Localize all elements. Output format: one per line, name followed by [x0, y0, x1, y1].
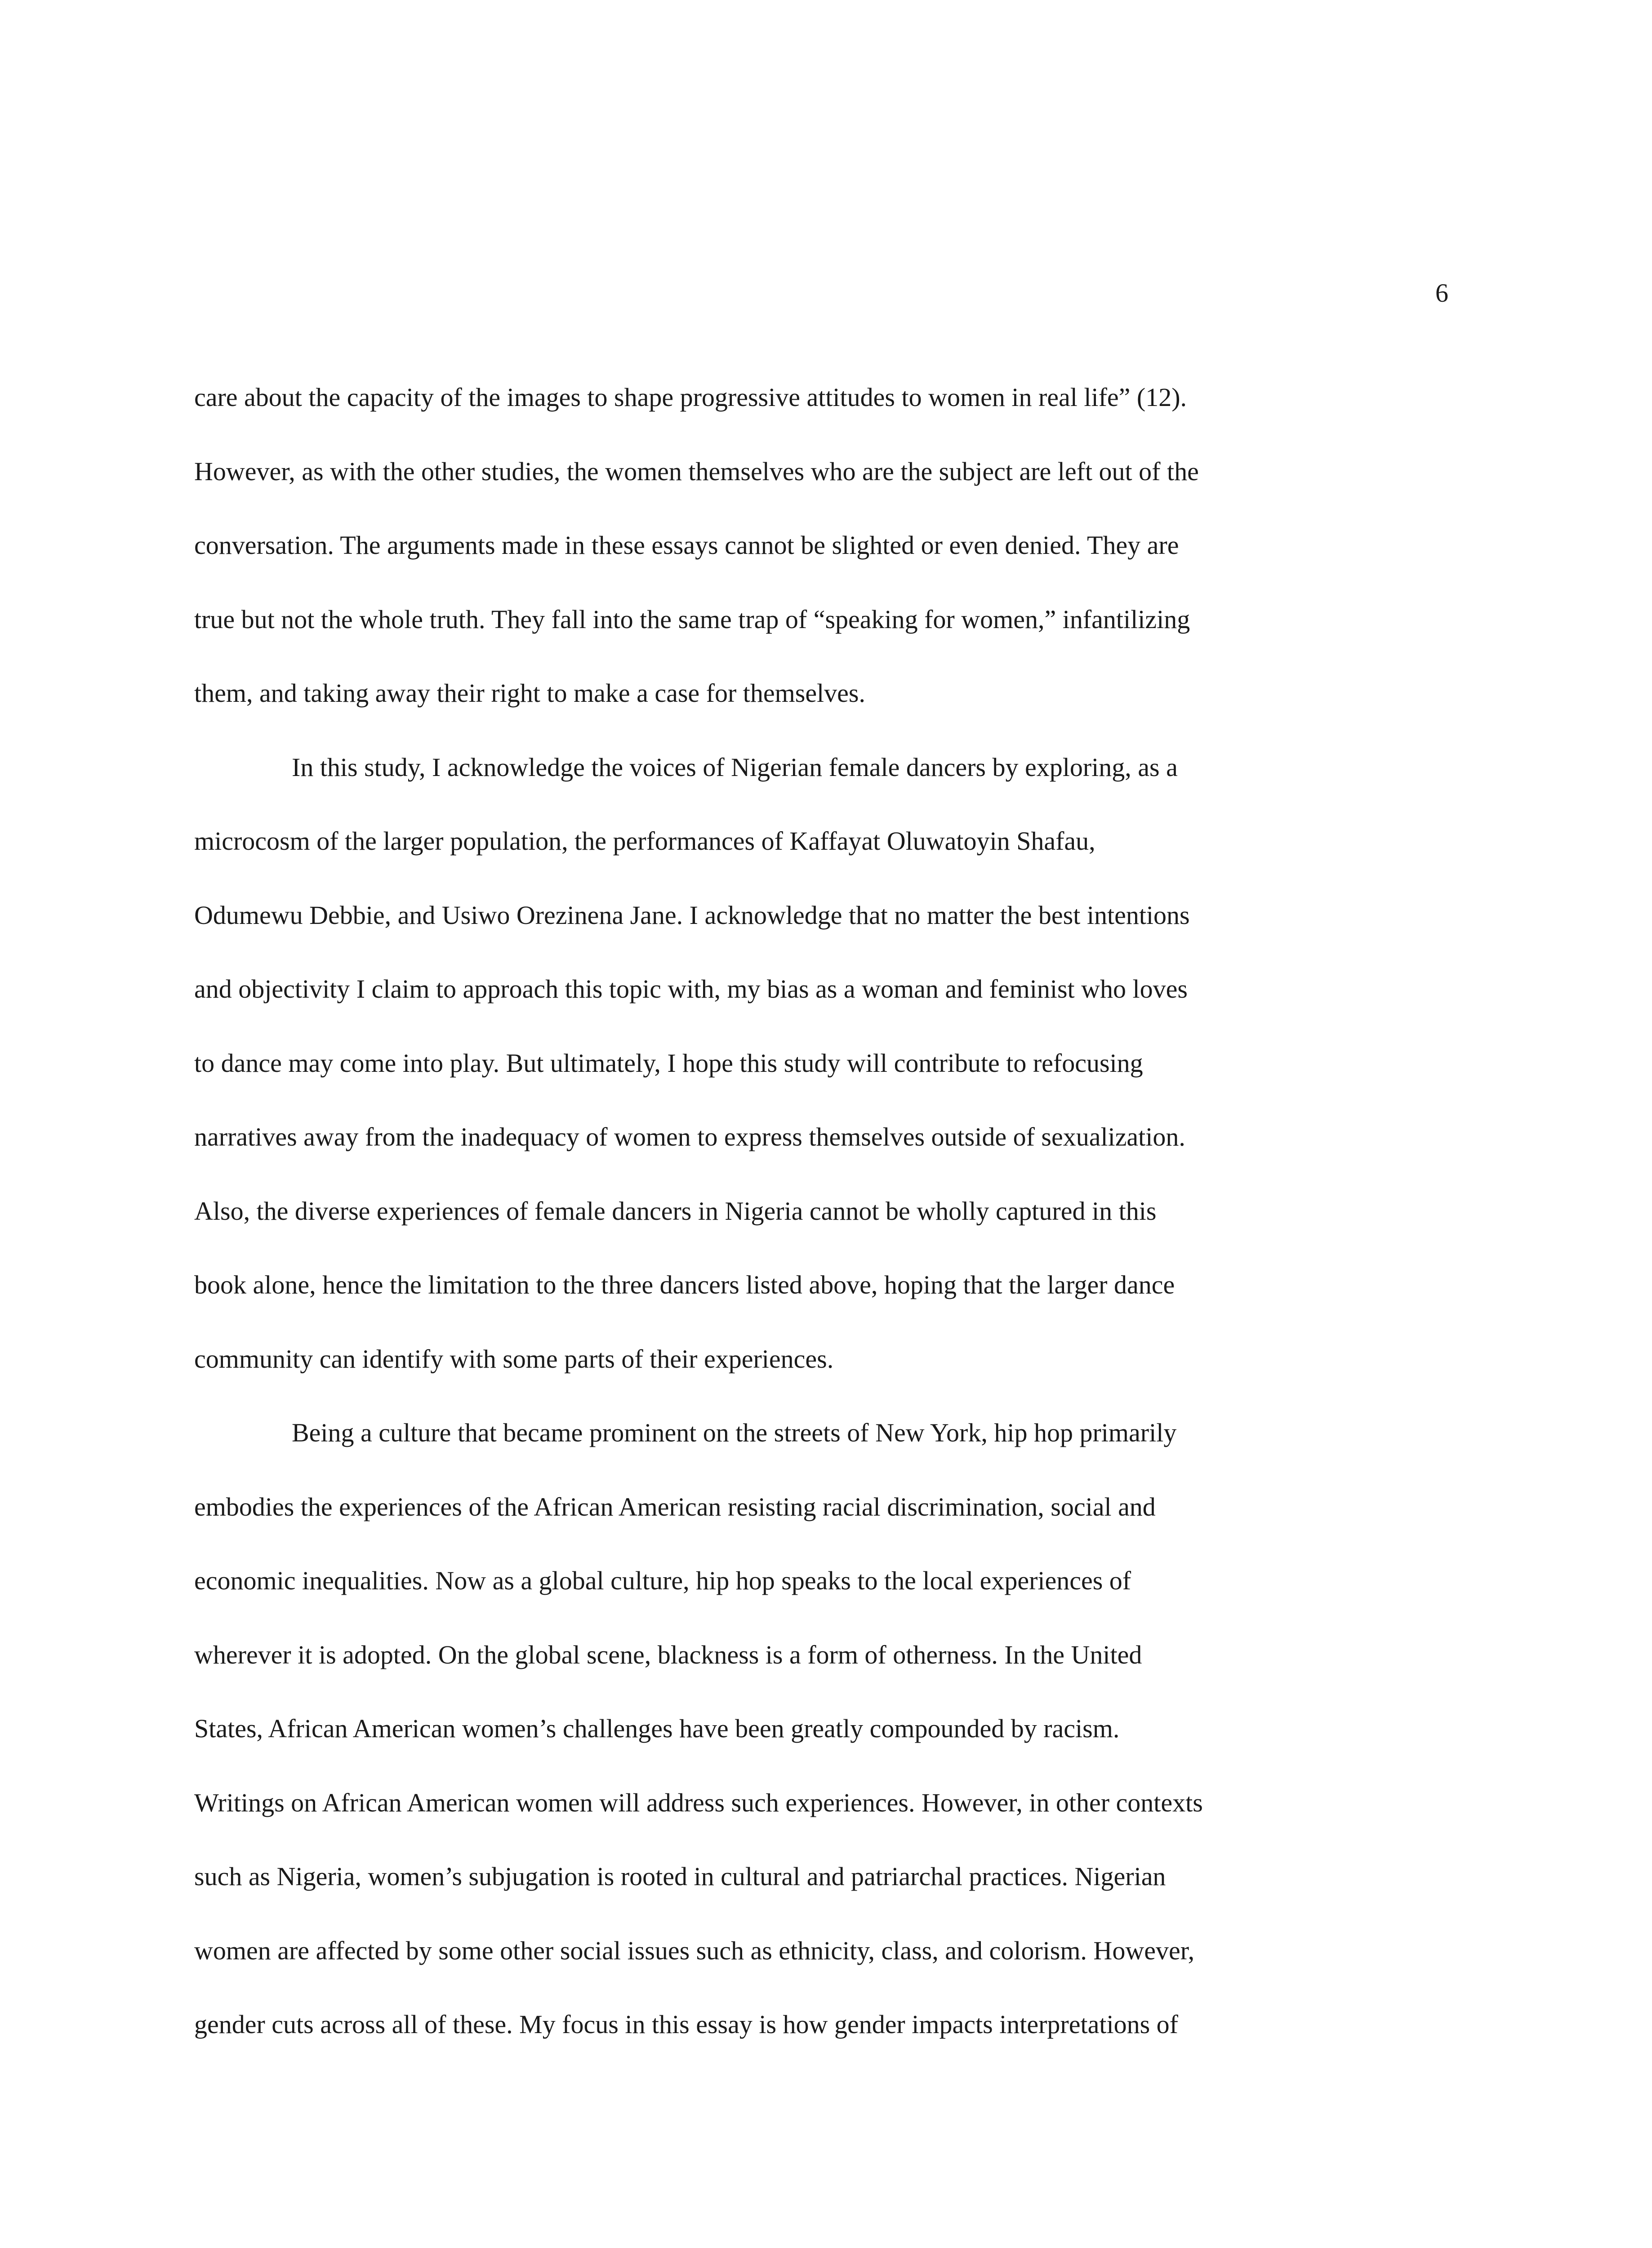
text-line: and objectivity I claim to approach this topic with, my bias as a woman and feminist who loves — [194, 974, 1188, 1004]
text-line: Also, the diverse experiences of female dancers in Nigeria cannot be wholly captured in this — [194, 1196, 1157, 1226]
text-line: Odumewu Debbie, and Usiwo Orezinena Jane. I acknowledge that no matter the best intentions — [194, 900, 1190, 930]
text-line: conversation. The arguments made in these essays cannot be slighted or even denied. They are — [194, 531, 1179, 560]
text-line: economic inequalities. Now as a global culture, hip hop speaks to the local experiences of — [194, 1566, 1131, 1595]
text-line: wherever it is adopted. On the global scene, blackness is a form of otherness. In the United — [194, 1640, 1142, 1669]
text-line: care about the capacity of the images to shape progressive attitudes to women in real life” (12). — [194, 383, 1187, 412]
text-line: embodies the experiences of the African American resisting racial discrimination, social and — [194, 1492, 1156, 1521]
text-line: However, as with the other studies, the women themselves who are the subject are left out of the — [194, 456, 1199, 486]
text-line: Writings on African American women will address such experiences. However, in other contexts — [194, 1788, 1203, 1817]
text-line: them, and taking away their right to make a case for themselves. — [194, 678, 865, 708]
text-line: gender cuts across all of these. My focus in this essay is how gender impacts interpretations of — [194, 2010, 1178, 2039]
text-line: to dance may come into play. But ultimately, I hope this study will contribute to refocusing — [194, 1048, 1143, 1078]
text-line: such as Nigeria, women’s subjugation is rooted in cultural and patriarchal practices. Nigerian — [194, 1862, 1166, 1891]
paragraph-first-line: In this study, I acknowledge the voices of Nigerian female dancers by exploring, as a — [292, 752, 1178, 782]
body-text — [194, 361, 1460, 2062]
page-number: 6 — [1435, 278, 1448, 308]
text-line: States, African American women’s challenges have been greatly compounded by racism. — [194, 1714, 1120, 1743]
text-line: narratives away from the inadequacy of women to express themselves outside of sexualization. — [194, 1122, 1185, 1151]
text-line: community can identify with some parts of their experiences. — [194, 1344, 834, 1374]
text-line: women are affected by some other social issues such as ethnicity, class, and colorism. However, — [194, 1936, 1195, 1965]
text-line: true but not the whole truth. They fall into the same trap of “speaking for women,” infantilizing — [194, 604, 1190, 634]
paragraph-first-line: Being a culture that became prominent on the streets of New York, hip hop primarily — [292, 1418, 1177, 1447]
text-line: book alone, hence the limitation to the three dancers listed above, hoping that the larger dance — [194, 1270, 1175, 1299]
text-line: microcosm of the larger population, the performances of Kaffayat Oluwatoyin Shafau, — [194, 826, 1095, 856]
